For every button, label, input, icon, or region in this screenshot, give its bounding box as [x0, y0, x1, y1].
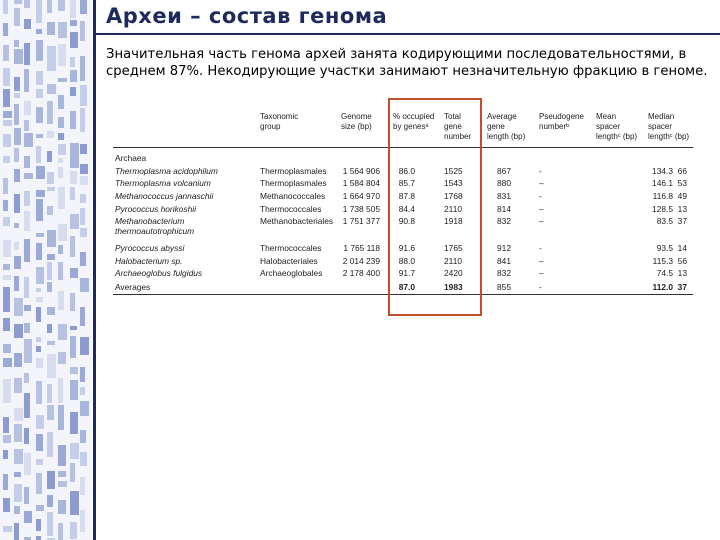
- header-median-spacer-length: Median spacer lengthᶜ (bp): [648, 112, 690, 141]
- barcode-band: [36, 505, 44, 511]
- cell-group: Thermoplasmales: [260, 178, 327, 188]
- cell-group: Thermococcales: [260, 204, 322, 214]
- barcode-band: [3, 45, 9, 61]
- barcode-band: [36, 434, 43, 451]
- barcode-band: [70, 367, 78, 374]
- barcode-band: [58, 481, 67, 487]
- barcode-band: [58, 291, 64, 310]
- header-genome-size: Genome size (bp): [341, 112, 372, 131]
- cell-pseudo: -: [539, 282, 542, 292]
- barcode-band: [58, 324, 67, 340]
- cell-organism: Halobacterium sp.: [115, 256, 183, 266]
- barcode-band: [36, 358, 43, 368]
- cell-median: 14: [677, 243, 687, 253]
- barcode-band: [47, 230, 56, 247]
- cell-avg: 841: [497, 256, 511, 266]
- cell-mean: 93.5: [656, 243, 673, 253]
- barcode-band: [70, 326, 77, 330]
- cell-size: 1 765 118: [343, 243, 380, 253]
- barcode-band: [14, 408, 23, 421]
- barcode-band: [70, 187, 75, 200]
- barcode-band: [70, 463, 75, 482]
- barcode-band: [24, 43, 30, 65]
- cell-avg: 855: [497, 282, 511, 292]
- barcode-band: [14, 169, 20, 182]
- barcode-band: [47, 341, 55, 345]
- cell-mean: 83.5: [656, 216, 673, 226]
- cell-median: 49: [677, 191, 687, 201]
- barcode-band: [24, 487, 29, 504]
- barcode-band: [14, 256, 21, 269]
- cell-organism: Pyrococcus abyssi: [115, 243, 185, 253]
- barcode-band: [24, 339, 32, 363]
- header-total-gene-number: Total gene number: [444, 112, 472, 141]
- barcode-band: [14, 298, 23, 316]
- barcode-band: [14, 523, 19, 540]
- cell-avg: 912: [497, 243, 511, 253]
- barcode-band: [47, 0, 52, 13]
- barcode-band: [70, 412, 78, 434]
- barcode-band: [36, 40, 43, 61]
- barcode-band: [58, 22, 67, 38]
- barcode-band: [80, 510, 85, 532]
- cell-size: 1 751 377: [342, 216, 380, 226]
- barcode-band: [47, 432, 53, 457]
- cell-median: 13: [677, 204, 687, 214]
- barcode-band: [3, 217, 10, 226]
- header-pct-occupied: % occupied by genesᵃ: [393, 112, 435, 131]
- barcode-band: [36, 381, 42, 404]
- barcode-band: [58, 405, 64, 430]
- barcode-band: [80, 252, 86, 266]
- barcode-band: [14, 353, 22, 367]
- cell-size: 2 014 239: [342, 256, 380, 266]
- header-mean-spacer-length: Mean spacer lengthᶜ (bp): [596, 112, 638, 141]
- barcode-band: [3, 156, 10, 163]
- barcode-band: [3, 379, 11, 403]
- barcode-band: [36, 0, 42, 23]
- cell-mean: 134.3: [652, 166, 673, 176]
- cell-avg: 814: [497, 204, 511, 214]
- barcode-band: [47, 471, 55, 489]
- barcode-band: [80, 387, 85, 395]
- barcode-band: [36, 267, 44, 284]
- barcode-band: [14, 128, 21, 145]
- barcode-band: [36, 536, 41, 540]
- barcode-band: [58, 0, 65, 11]
- cell-genes: 2420: [444, 268, 463, 278]
- barcode-band: [58, 224, 67, 241]
- barcode-band: [47, 101, 53, 124]
- barcode-band: [47, 254, 55, 260]
- cell-avg: 832: [497, 216, 511, 226]
- vertical-divider: [93, 0, 96, 540]
- averages-label: Averages: [115, 282, 151, 292]
- barcode-band: [47, 22, 55, 35]
- barcode-band: [24, 133, 33, 147]
- barcode-band: [80, 401, 89, 416]
- barcode-band: [80, 144, 87, 154]
- cell-pseudo: –: [539, 204, 544, 214]
- barcode-band: [14, 104, 19, 125]
- cell-organism: Pyrococcus horikoshii: [115, 204, 196, 214]
- cell-pseudo: -: [539, 166, 542, 176]
- barcode-band: [24, 428, 29, 444]
- barcode-band: [36, 199, 43, 221]
- cell-mean: 146.1: [652, 178, 673, 188]
- barcode-band: [80, 21, 85, 41]
- barcode-band: [58, 44, 66, 66]
- barcode-band: [14, 0, 22, 4]
- barcode-band: [80, 337, 89, 355]
- barcode-band: [58, 352, 66, 364]
- barcode-band: [24, 305, 31, 311]
- cell-group: Thermococcales: [260, 243, 322, 253]
- barcode-band: [58, 245, 63, 254]
- cell-mean: 115.3: [652, 256, 673, 266]
- slide-paragraph: Значительная часть генома архей занята кодирующими последовательностями, в среднем 87%. Некодирующие участки занимают незначительную фракцию в геноме.: [106, 47, 708, 79]
- slide-title: Археи – состав генома: [106, 4, 388, 28]
- barcode-band: [36, 190, 45, 197]
- barcode-band: [70, 522, 77, 539]
- barcode-band: [70, 214, 79, 229]
- header-pseudogene-number: Pseudogene numberᵇ: [539, 112, 584, 131]
- barcode-band: [36, 243, 42, 260]
- barcode-band: [3, 68, 10, 86]
- barcode-band: [80, 108, 85, 132]
- section-label: Archaea: [115, 153, 147, 163]
- barcode-band: [58, 378, 63, 403]
- cell-organism: Thermoplasma volcanium: [115, 178, 211, 188]
- barcode-band: [24, 393, 30, 418]
- barcode-band: [24, 19, 31, 29]
- barcode-band: [36, 166, 45, 179]
- barcode-band: [70, 380, 78, 400]
- barcode-band: [3, 200, 8, 211]
- barcode-band: [80, 307, 85, 326]
- header-taxonomic-group: Taxonomic group: [260, 112, 299, 131]
- barcode-band: [24, 120, 29, 131]
- barcode-band: [36, 29, 42, 34]
- barcode-band: [36, 346, 41, 352]
- barcode-band: [36, 519, 41, 531]
- barcode-band: [58, 95, 64, 109]
- barcode-band: [3, 498, 10, 512]
- barcode-band: [36, 415, 44, 429]
- barcode-band: [70, 491, 79, 515]
- barcode-band: [47, 354, 56, 378]
- barcode-band: [14, 378, 22, 393]
- barcode-band: [47, 495, 53, 507]
- barcode-band: [47, 262, 52, 280]
- barcode-band: [70, 70, 77, 82]
- barcode-band: [80, 164, 88, 174]
- barcode-band: [36, 71, 43, 85]
- cell-avg: 832: [497, 268, 511, 278]
- barcode-band: [80, 194, 86, 203]
- cell-median: 13: [677, 268, 687, 278]
- cell-pct: 91.6: [398, 243, 415, 253]
- barcode-band: [70, 236, 75, 257]
- barcode-band: [3, 23, 8, 36]
- cell-size: 1 738 505: [342, 204, 380, 214]
- barcode-band: [14, 276, 19, 291]
- cell-pct: 87.0: [398, 282, 415, 292]
- barcode-band: [47, 405, 54, 420]
- barcode-band: [3, 450, 8, 459]
- barcode-band: [3, 526, 12, 532]
- barcode-band: [47, 131, 54, 138]
- cell-size: 1 584 804: [342, 178, 380, 188]
- cell-organism: Methanobacterium thermoautotrophicum: [115, 216, 195, 236]
- cell-median: 53: [677, 178, 687, 188]
- barcode-band: [58, 78, 67, 82]
- barcode-band: [70, 443, 79, 459]
- barcode-band: [80, 228, 87, 237]
- cell-genes: 1918: [444, 216, 463, 226]
- title-underline: [96, 33, 720, 35]
- cell-pct: 84.4: [398, 204, 415, 214]
- barcode-band: [36, 89, 43, 98]
- barcode-band: [80, 430, 86, 443]
- barcode-band: [24, 211, 30, 231]
- barcode-band: [36, 288, 41, 292]
- barcode-band: [47, 151, 52, 162]
- barcode-band: [24, 239, 30, 262]
- barcode-band: [24, 69, 29, 92]
- barcode-band: [80, 367, 85, 382]
- barcode-band: [80, 477, 85, 495]
- barcode-band: [58, 445, 66, 466]
- barcode-band: [14, 77, 20, 91]
- barcode-band: [3, 111, 12, 118]
- cell-genes: 2110: [444, 204, 463, 214]
- cell-mean: 74.5: [656, 268, 673, 278]
- cell-genes: 2110: [444, 256, 463, 266]
- decorative-barcode-strip: [0, 0, 92, 540]
- cell-pct: 87.8: [398, 191, 415, 201]
- barcode-band: [3, 344, 11, 353]
- barcode-band: [47, 46, 56, 71]
- barcode-band: [14, 40, 19, 47]
- cell-pct: 86.0: [398, 166, 415, 176]
- barcode-band: [3, 264, 10, 270]
- barcode-band: [24, 0, 30, 8]
- cell-genes: 1543: [444, 178, 463, 188]
- cell-pct: 88.0: [398, 256, 415, 266]
- cell-organism: Thermoplasma acidophilum: [115, 166, 218, 176]
- barcode-band: [58, 262, 63, 280]
- cell-mean: 112.0: [652, 282, 673, 292]
- barcode-band: [36, 459, 43, 465]
- barcode-band: [70, 336, 76, 358]
- barcode-band: [24, 511, 32, 523]
- cell-organism: Archaeoglobus fulgidus: [115, 268, 203, 278]
- barcode-band: [80, 452, 87, 466]
- barcode-band: [3, 178, 8, 194]
- barcode-band: [3, 89, 10, 107]
- barcode-band: [14, 324, 23, 338]
- barcode-band: [70, 111, 76, 129]
- barcode-band: [3, 120, 12, 126]
- barcode-band: [24, 323, 30, 333]
- barcode-band: [70, 32, 78, 48]
- barcode-band: [3, 287, 10, 312]
- barcode-band: [14, 472, 21, 477]
- cell-genes: 1983: [444, 282, 463, 292]
- barcode-band: [14, 449, 23, 464]
- barcode-band: [70, 87, 76, 96]
- barcode-band: [24, 191, 30, 206]
- barcode-band: [14, 194, 20, 213]
- barcode-band: [24, 173, 33, 179]
- barcode-band: [58, 500, 66, 514]
- cell-pseudo: –: [539, 268, 544, 278]
- barcode-band: [36, 473, 42, 494]
- barcode-band: [14, 49, 23, 64]
- barcode-band: [14, 506, 20, 514]
- barcode-band: [58, 167, 63, 178]
- cell-pct: 85.7: [398, 178, 415, 188]
- barcode-band: [24, 277, 29, 298]
- barcode-band: [70, 293, 75, 311]
- barcode-band: [14, 424, 22, 442]
- barcode-band: [14, 148, 19, 162]
- barcode-band: [36, 297, 43, 302]
- cell-pseudo: -: [539, 191, 542, 201]
- cell-median: 66: [677, 166, 687, 176]
- barcode-band: [80, 0, 87, 14]
- barcode-band: [58, 471, 66, 477]
- cell-size: 1 664 970: [342, 191, 380, 201]
- barcode-band: [47, 206, 53, 215]
- barcode-band: [14, 484, 22, 502]
- cell-genes: 1765: [444, 243, 463, 253]
- barcode-band: [3, 275, 11, 280]
- barcode-band: [47, 282, 52, 292]
- barcode-band: [3, 358, 12, 367]
- cell-group: Methanobacteriales: [260, 216, 334, 226]
- barcode-band: [36, 134, 43, 138]
- barcode-band: [36, 337, 41, 342]
- cell-median: 56: [677, 256, 687, 266]
- barcode-band: [47, 187, 55, 191]
- barcode-band: [80, 56, 85, 81]
- barcode-band: [3, 435, 11, 443]
- cell-group: Methanococcales: [260, 191, 326, 201]
- barcode-band: [3, 240, 11, 257]
- barcode-band: [80, 208, 85, 225]
- barcode-band: [24, 453, 31, 475]
- barcode-band: [47, 307, 55, 315]
- barcode-band: [24, 101, 31, 115]
- barcode-band: [70, 20, 77, 26]
- barcode-band: [47, 324, 52, 333]
- barcode-band: [24, 156, 30, 168]
- cell-mean: 116.8: [652, 191, 673, 201]
- cell-median: 37: [677, 216, 687, 226]
- cell-size: 1 564 906: [342, 166, 380, 176]
- barcode-band: [14, 93, 20, 98]
- cell-avg: 867: [497, 166, 511, 176]
- cell-pseudo: -: [539, 243, 542, 253]
- barcode-band: [70, 57, 75, 67]
- barcode-band: [58, 117, 64, 128]
- cell-pct: 90.8: [398, 216, 415, 226]
- cell-genes: 1768: [444, 191, 463, 201]
- header-avg-gene-length: Average gene length (bp): [487, 112, 526, 141]
- cell-genes: 1525: [444, 166, 463, 176]
- barcode-band: [36, 146, 41, 163]
- barcode-band: [14, 8, 20, 26]
- cell-group: Thermoplasmales: [260, 166, 327, 176]
- highlight-box: [388, 98, 482, 316]
- barcode-band: [3, 474, 8, 490]
- barcode-band: [70, 268, 78, 278]
- cell-organism: Methanococcus jannaschii: [115, 191, 214, 201]
- barcode-band: [3, 134, 11, 147]
- barcode-band: [47, 384, 52, 403]
- barcode-band: [80, 176, 88, 185]
- barcode-band: [58, 187, 65, 209]
- barcode-band: [70, 0, 76, 18]
- barcode-band: [36, 107, 43, 123]
- cell-pct: 91.7: [398, 268, 415, 278]
- cell-group: Halobacteriales: [260, 256, 318, 266]
- barcode-band: [58, 144, 66, 155]
- cell-mean: 128.5: [652, 204, 673, 214]
- barcode-band: [80, 278, 89, 292]
- barcode-band: [70, 143, 79, 168]
- cell-median: 37: [677, 282, 687, 292]
- cell-avg: 880: [497, 178, 511, 188]
- barcode-band: [14, 223, 19, 228]
- barcode-band: [58, 158, 63, 163]
- barcode-band: [3, 318, 10, 331]
- barcode-band: [47, 84, 56, 94]
- barcode-band: [70, 171, 77, 184]
- barcode-band: [3, 417, 9, 433]
- barcode-band: [36, 307, 41, 322]
- barcode-band: [47, 512, 53, 536]
- cell-group: Archaeoglobales: [260, 268, 323, 278]
- barcode-band: [36, 233, 44, 237]
- barcode-band: [24, 373, 29, 383]
- barcode-band: [3, 0, 8, 14]
- barcode-band: [80, 85, 87, 106]
- barcode-band: [14, 242, 19, 250]
- barcode-band: [47, 172, 54, 184]
- cell-size: 2 178 400: [342, 268, 380, 278]
- cell-pseudo: –: [539, 256, 544, 266]
- cell-avg: 831: [497, 191, 511, 201]
- barcode-band: [58, 133, 64, 140]
- barcode-band: [58, 523, 63, 540]
- cell-pseudo: –: [539, 178, 544, 188]
- cell-pseudo: –: [539, 216, 544, 226]
